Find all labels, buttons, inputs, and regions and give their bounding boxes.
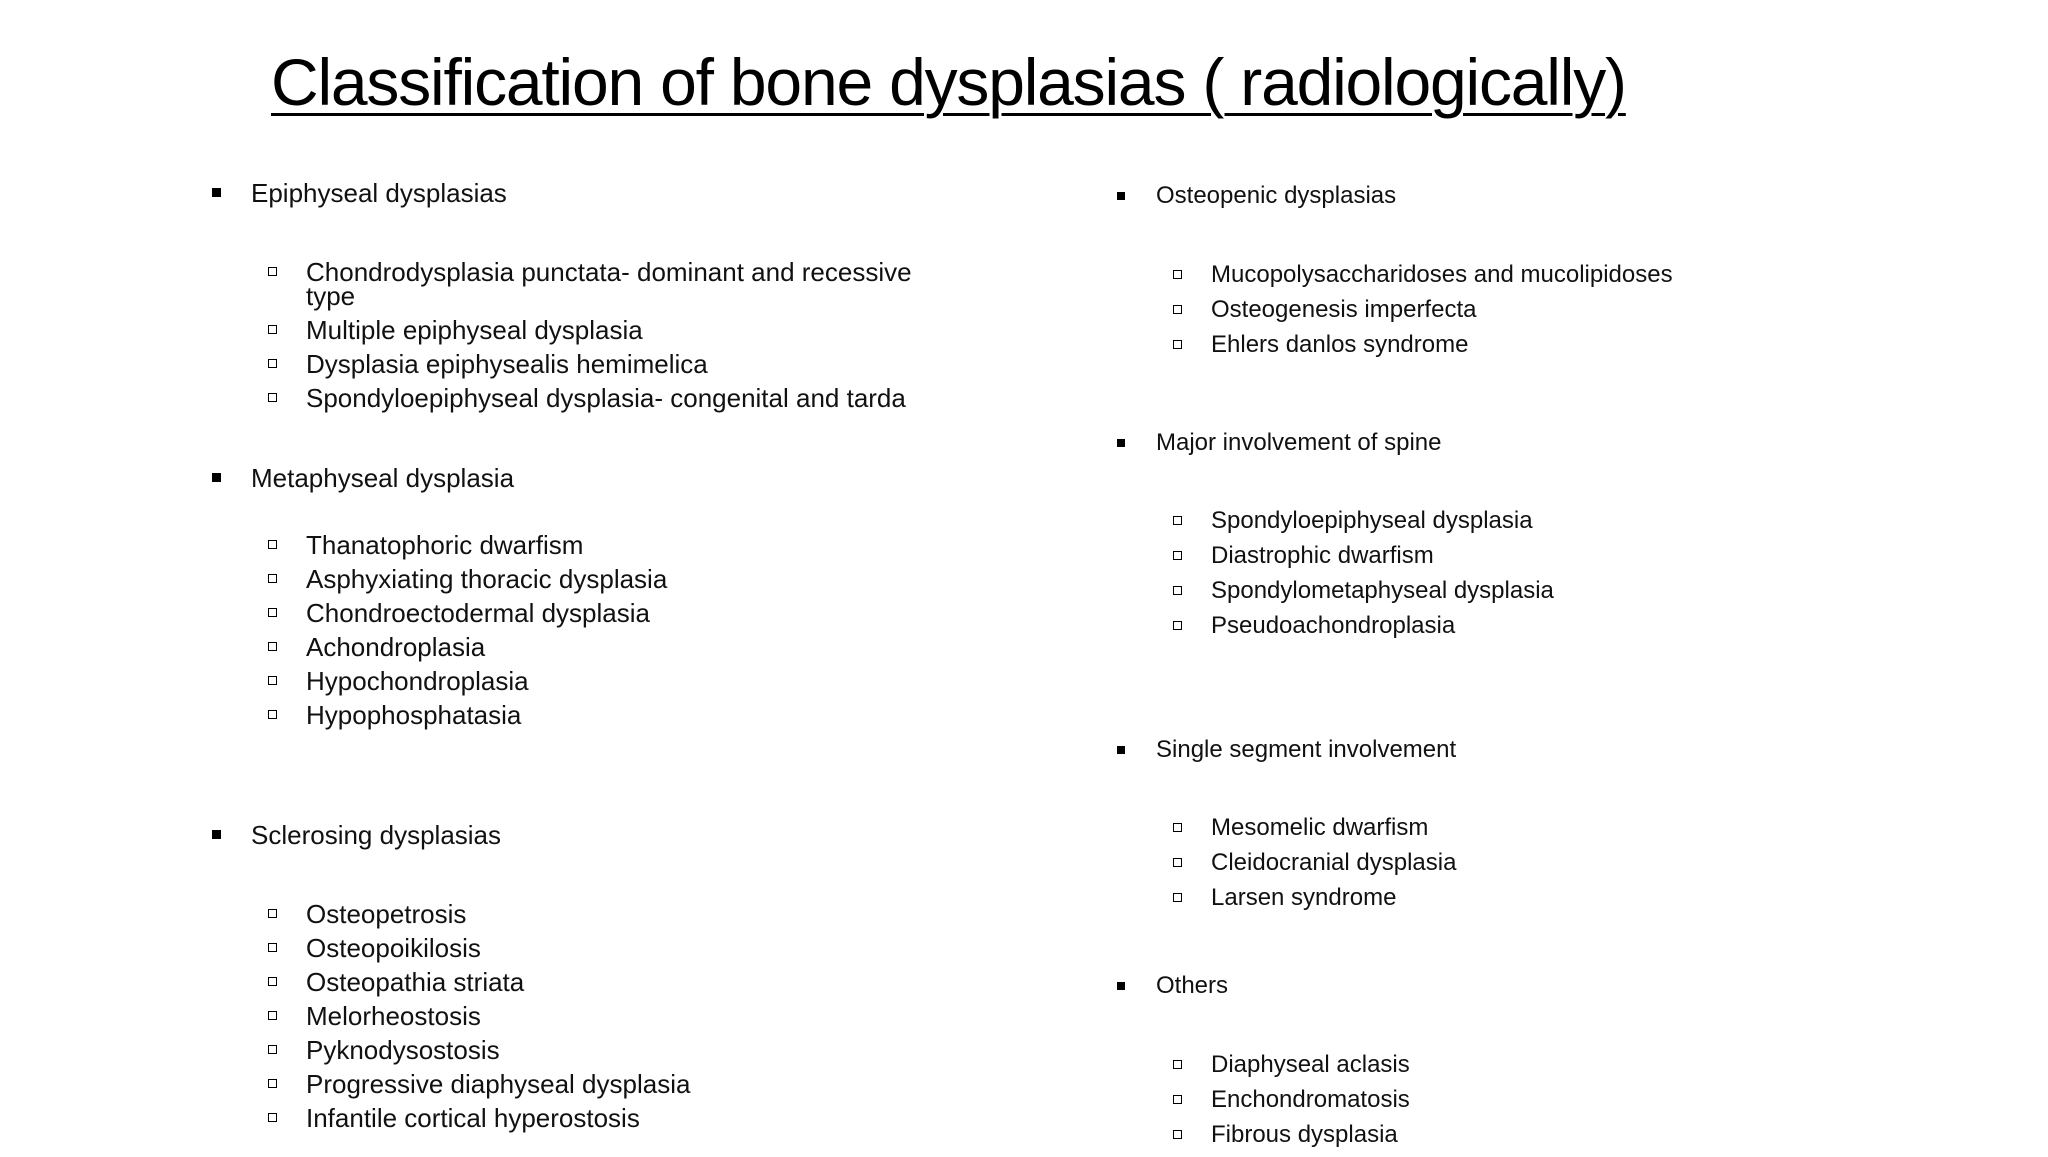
sub-list-metaphyseal-dysplasia (268, 530, 916, 737)
list-item-label: Spondylometaphyseal dysplasia (1211, 577, 1554, 604)
section-heading-metaphyseal-dysplasia (212, 461, 514, 495)
list-item (1173, 613, 1554, 639)
list-item-label: Pseudoachondroplasia (1211, 612, 1456, 639)
hollow-square-bullet-icon (268, 642, 277, 651)
section-heading-others (1117, 970, 1228, 1002)
hollow-square-bullet-icon (1173, 1095, 1182, 1104)
hollow-square-bullet-icon (1173, 1060, 1182, 1069)
list-item-label: Mucopolysaccharidoses and mucolipidoses (1211, 261, 1673, 288)
hollow-square-bullet-icon (268, 1079, 277, 1088)
list-item (268, 598, 916, 628)
list-item-label: Chondroectodermal dysplasia (306, 598, 650, 628)
hollow-square-bullet-icon (1173, 340, 1182, 349)
hollow-square-bullet-icon (268, 977, 277, 986)
list-item (1173, 1052, 1410, 1078)
list-item (1173, 543, 1554, 569)
hollow-square-bullet-icon (268, 393, 277, 402)
square-bullet-icon (212, 188, 221, 197)
sub-list-osteopenic-dysplasias (1173, 262, 1673, 367)
list-item-label: Cleidocranial dysplasia (1211, 849, 1457, 876)
list-item (268, 257, 916, 311)
section-heading-major-involvement-of-spine (1117, 427, 1441, 459)
list-item (1173, 578, 1554, 604)
hollow-square-bullet-icon (268, 1011, 277, 1020)
section-heading-label: Others (1156, 972, 1229, 999)
list-item-label: Hypochondroplasia (306, 666, 529, 696)
list-item-label: Fibrous dysplasia (1211, 1121, 1398, 1148)
hollow-square-bullet-icon (268, 1113, 277, 1122)
sub-list-others (1173, 1052, 1410, 1157)
list-item (268, 666, 916, 696)
section-heading-sclerosing-dysplasias (212, 818, 501, 852)
hollow-square-bullet-icon (268, 909, 277, 918)
section-heading-label: Major involvement of spine (1156, 429, 1442, 456)
list-item-label: Osteogenesis imperfecta (1211, 296, 1477, 323)
hollow-square-bullet-icon (268, 1045, 277, 1054)
list-item (1173, 262, 1673, 288)
list-item (1173, 1122, 1410, 1148)
section-heading-epiphyseal-dysplasias (212, 176, 507, 210)
hollow-square-bullet-icon (1173, 858, 1182, 867)
section-heading-osteopenic-dysplasias (1117, 180, 1396, 212)
hollow-square-bullet-icon (268, 676, 277, 685)
list-item-label: Multiple epiphyseal dysplasia (306, 315, 643, 345)
list-item (268, 1001, 916, 1031)
list-item-label: Spondyloepiphyseal dysplasia- congenital and tarda (306, 383, 906, 413)
list-item (268, 700, 916, 730)
list-item (1173, 815, 1456, 841)
square-bullet-icon (1117, 439, 1125, 447)
list-item-label: Osteopathia striata (306, 967, 525, 997)
square-bullet-icon (1117, 746, 1125, 754)
section-heading-label: Sclerosing dysplasias (251, 820, 502, 850)
list-item-label: Progressive diaphyseal dysplasia (306, 1069, 691, 1099)
hollow-square-bullet-icon (1173, 893, 1182, 902)
list-item-label: Osteopoikilosis (306, 933, 481, 963)
list-item (268, 899, 916, 929)
hollow-square-bullet-icon (1173, 823, 1182, 832)
square-bullet-icon (1117, 982, 1125, 990)
square-bullet-icon (212, 473, 221, 482)
list-item-label: Pyknodysostosis (306, 1035, 500, 1065)
list-item (268, 315, 916, 345)
hollow-square-bullet-icon (1173, 305, 1182, 314)
list-item (268, 933, 916, 963)
list-item-label: Diaphyseal aclasis (1211, 1051, 1410, 1078)
section-heading-label: Metaphyseal dysplasia (251, 463, 515, 493)
list-item-label: Asphyxiating thoracic dysplasia (306, 564, 668, 594)
sub-list-single-segment-involvement (1173, 815, 1456, 920)
list-item (268, 564, 916, 594)
list-item-label: Enchondromatosis (1211, 1086, 1410, 1113)
list-item (1173, 508, 1554, 534)
list-item (1173, 885, 1456, 911)
hollow-square-bullet-icon (1173, 270, 1182, 279)
list-item (1173, 297, 1673, 323)
hollow-square-bullet-icon (268, 943, 277, 952)
hollow-square-bullet-icon (268, 710, 277, 719)
list-item-label: Melorheostosis (306, 1001, 481, 1031)
sub-list-epiphyseal-dysplasias (268, 257, 916, 420)
hollow-square-bullet-icon (1173, 516, 1182, 525)
list-item (268, 1035, 916, 1065)
list-item-label: Hypophosphatasia (306, 700, 522, 730)
list-item-label: Diastrophic dwarfism (1211, 542, 1434, 569)
hollow-square-bullet-icon (1173, 621, 1182, 630)
section-heading-single-segment-involvement (1117, 734, 1456, 766)
list-item-label: Ehlers danlos syndrome (1211, 331, 1469, 358)
list-item-label: Osteopetrosis (306, 899, 467, 929)
list-item (268, 530, 916, 560)
list-item-label: Achondroplasia (306, 632, 486, 662)
list-item-label: Larsen syndrome (1211, 884, 1397, 911)
square-bullet-icon (1117, 192, 1125, 200)
hollow-square-bullet-icon (268, 267, 277, 276)
list-item-label: Dysplasia epiphysealis hemimelica (306, 349, 708, 379)
list-item (268, 967, 916, 997)
hollow-square-bullet-icon (268, 325, 277, 334)
list-item (1173, 1087, 1410, 1113)
section-heading-label: Osteopenic dysplasias (1156, 182, 1397, 209)
list-item (268, 1069, 916, 1099)
hollow-square-bullet-icon (1173, 551, 1182, 560)
sub-list-sclerosing-dysplasias (268, 899, 916, 1140)
sub-list-major-involvement-of-spine (1173, 508, 1554, 648)
list-item-label: Thanatophoric dwarfism (306, 530, 584, 560)
list-item (268, 383, 916, 413)
hollow-square-bullet-icon (268, 574, 277, 583)
list-item (1173, 850, 1456, 876)
hollow-square-bullet-icon (1173, 586, 1182, 595)
section-heading-label: Single segment involvement (1156, 736, 1457, 763)
list-item-label: Chondrodysplasia punctata- dominant and recessive type (306, 257, 912, 311)
hollow-square-bullet-icon (1173, 1130, 1182, 1139)
list-item-label: Mesomelic dwarfism (1211, 814, 1429, 841)
list-item (1173, 332, 1673, 358)
list-item (268, 1103, 916, 1133)
hollow-square-bullet-icon (268, 608, 277, 617)
list-item (268, 349, 916, 379)
list-item (268, 632, 916, 662)
hollow-square-bullet-icon (268, 540, 277, 549)
list-item-label: Spondyloepiphyseal dysplasia (1211, 507, 1533, 534)
section-heading-label: Epiphyseal dysplasias (251, 178, 507, 208)
hollow-square-bullet-icon (268, 359, 277, 368)
list-item-label: Infantile cortical hyperostosis (306, 1103, 640, 1133)
slide-title: Classification of bone dysplasias ( radiologically) (271, 45, 1626, 119)
square-bullet-icon (212, 830, 221, 839)
